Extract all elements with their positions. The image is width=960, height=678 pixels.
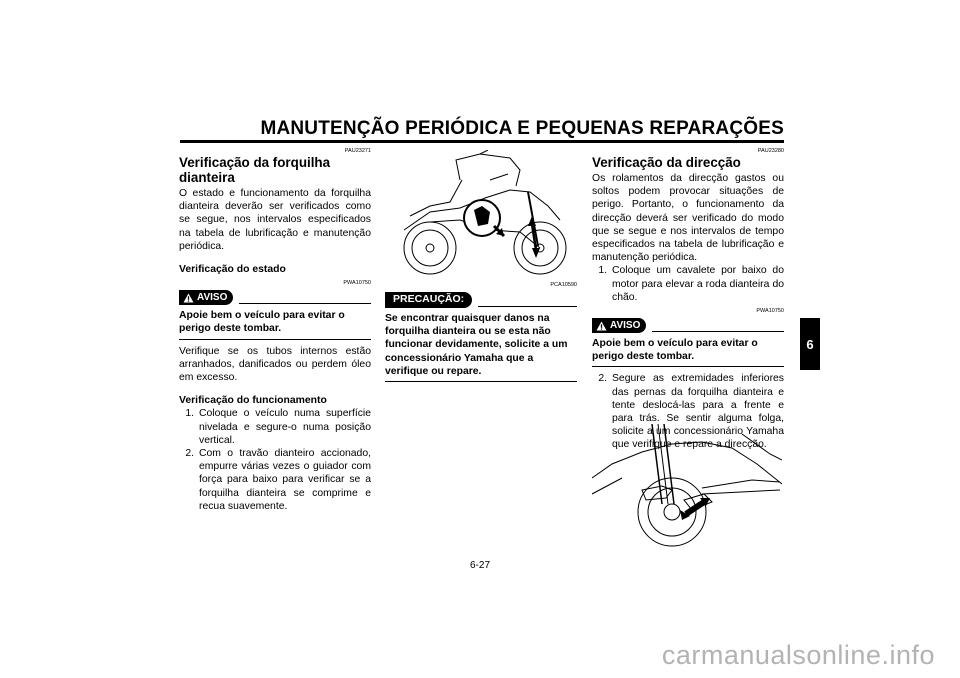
- intro-paragraph: O estado e funcionamento da forquilha dianteira deverão ser verificados como se segue, nos intervalos especificados na tabela de lubrificação e manutenção periódica.: [179, 188, 371, 252]
- list-text: Segure as extremidades inferiores das pernas da forquilha dianteira e tente deslocá-las para a frente e para trás. Se sentir alguma folga, solicite a um concessionário Yamaha que verifique e repare a direcção.: [612, 373, 784, 451]
- list-number: 2.: [185, 448, 194, 460]
- subheading-condition: Verificação do estado: [179, 264, 286, 276]
- caution-rule: [478, 306, 577, 308]
- list-item: [592, 264, 784, 304]
- warning-triangle-icon: [183, 293, 194, 303]
- column-steering: [592, 148, 784, 452]
- warning-text: Apoie bem o veículo para evitar o perigo deste tombar.: [179, 309, 371, 339]
- caution-header: [385, 292, 577, 308]
- warning-code: PWA10750: [343, 280, 371, 287]
- steering-check-illustration: [592, 424, 782, 548]
- warning-rule: [652, 331, 784, 333]
- warning-rule: [239, 303, 371, 305]
- list-item: [179, 407, 371, 447]
- warning-badge: [179, 290, 233, 305]
- list-number: 1.: [598, 265, 607, 277]
- chapter-tab: 6: [800, 318, 820, 370]
- warning-triangle-icon: [596, 321, 607, 331]
- page-number: 6-27: [469, 560, 490, 571]
- list-item: [179, 447, 371, 513]
- header-rule: [180, 140, 784, 143]
- watermark: carmanualsonline.info: [661, 640, 935, 670]
- column-front-fork: [179, 148, 371, 513]
- caution-code: PCA10590: [550, 282, 577, 288]
- list-text: Com o travão dianteiro accionado, empurre várias vezes o guiador com força para baixo para verificar se a forquilha dianteira se comprime e recua suavemente.: [199, 448, 371, 512]
- caution-badge: PRECAUÇÃO:: [385, 292, 472, 308]
- section-code: PAU23280: [757, 148, 784, 154]
- motorcycle-fork-illustration: [390, 150, 576, 278]
- warning-text: Apoie bem o veículo para evitar o perigo deste tombar.: [592, 337, 784, 367]
- list-number: 2.: [598, 373, 607, 385]
- caution-text: Se encontrar quaisquer danos na forquilha dianteira ou se esta não funcionar devidamente, solicite a um concessionário Yamaha que a verifique ou repare.: [385, 312, 577, 382]
- condition-paragraph: Verifique se os tubos internos estão arranhados, danificados ou perdem óleo em excesso.: [179, 345, 371, 384]
- section-heading: Verificação da forquilha dianteira: [179, 155, 331, 185]
- warning-badge: [592, 318, 646, 333]
- section-code: PAU23271: [344, 148, 371, 154]
- column-caution: [385, 282, 577, 382]
- list-text: Coloque um cavalete por baixo do motor para elevar a roda dianteira do chão.: [612, 265, 784, 303]
- warning-code: PWA10750: [756, 308, 784, 315]
- page-header-title: MANUTENÇÃO PERIÓDICA E PEQUENAS REPARAÇÕES: [260, 118, 784, 139]
- warning-header: [179, 290, 371, 305]
- warning-label: AVISO: [197, 292, 228, 304]
- intro-paragraph: Os rolamentos da direcção gastos ou soltos podem provocar situações de perigo. Portanto, o funcionamento da direcção deverá ser verificado do modo que se segue e nos intervalos de tempo especificados na tabela de lubrificação e manutenção periódica.: [592, 173, 784, 264]
- warning-header: [592, 318, 784, 333]
- subheading-operation: Verificação do funcionamento: [179, 395, 327, 407]
- list-number: 1.: [185, 408, 194, 420]
- list-text: Coloque o veículo numa superfície nivelada e segure-o numa posição vertical.: [199, 408, 371, 446]
- warning-label: AVISO: [610, 319, 641, 331]
- section-heading: Verificação da direcção: [592, 155, 741, 170]
